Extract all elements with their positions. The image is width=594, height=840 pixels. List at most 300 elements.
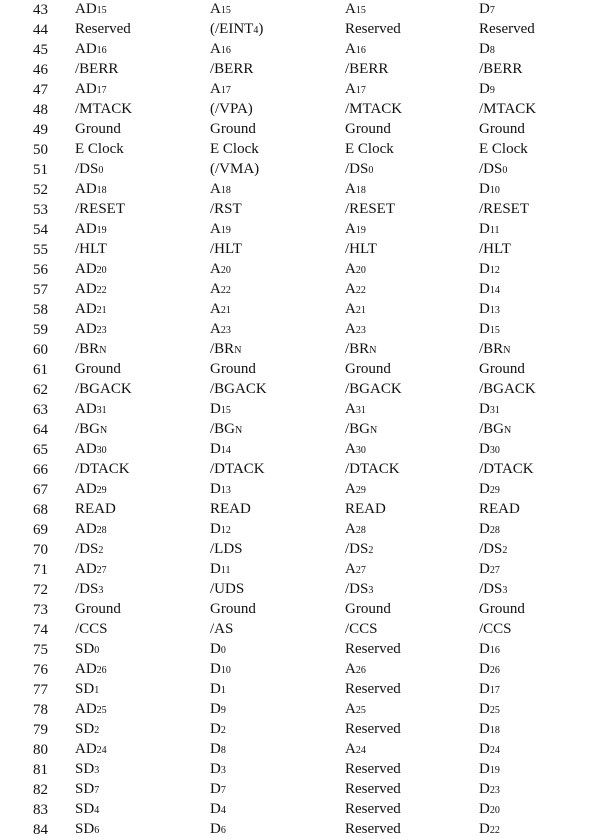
signal-cell (345, 220, 479, 240)
table-row (0, 800, 594, 820)
signal-subscript: 25 (96, 705, 107, 716)
table-row (0, 460, 594, 480)
signal-name: D (479, 401, 490, 417)
table-row (0, 700, 594, 720)
signal-name: SD (75, 801, 95, 817)
pin-number: 74 (33, 622, 48, 638)
signal-name: D (479, 221, 490, 237)
signal-cell (210, 380, 345, 400)
signal-name: /BR (479, 341, 504, 357)
signal-name: D (479, 301, 490, 317)
signal-cell (479, 200, 594, 220)
signal-name: /BG (210, 421, 236, 437)
signal-subscript: 28 (355, 525, 366, 536)
pin-number: 70 (33, 542, 48, 558)
signal-name: SD (75, 781, 95, 797)
signal-name: A (345, 181, 356, 197)
signal-cell (210, 660, 345, 680)
signal-cell (479, 460, 594, 480)
signal-name: D (210, 661, 221, 677)
signal-name: /BERR (479, 61, 523, 77)
signal-cell (210, 400, 345, 420)
signal-name: /DTACK (479, 461, 534, 477)
signal-name: /HLT (345, 241, 377, 257)
signal-cell (345, 280, 479, 300)
signal-cell (75, 620, 210, 640)
signal-name: A (345, 301, 356, 317)
signal-cell (345, 340, 479, 360)
signal-subscript: 27 (96, 565, 107, 576)
signal-name: A (345, 481, 356, 497)
signal-name: A (345, 321, 356, 337)
signal-name: /AS (210, 621, 234, 637)
signal-subscript: 4 (94, 805, 100, 816)
signal-cell (479, 400, 594, 420)
signal-cell (75, 320, 210, 340)
signal-name: AD (75, 741, 97, 757)
signal-subscript: N (100, 425, 108, 436)
signal-name: AD (75, 41, 97, 57)
signal-subscript: 22 (489, 825, 500, 836)
signal-subscript: 6 (94, 825, 100, 836)
signal-subscript: 3 (94, 765, 100, 776)
table-row (0, 140, 594, 160)
table-row (0, 660, 594, 680)
signal-name: /CCS (479, 621, 512, 637)
table-row (0, 280, 594, 300)
signal-cell (345, 640, 479, 660)
signal-subscript: 31 (96, 405, 107, 416)
signal-name: /BERR (345, 61, 389, 77)
table-row (0, 300, 594, 320)
signal-cell (75, 380, 210, 400)
signal-cell (479, 700, 594, 720)
signal-subscript: 17 (355, 85, 366, 96)
signal-cell (345, 100, 479, 120)
signal-subscript: 22 (220, 285, 231, 296)
table-row (0, 320, 594, 340)
signal-name: D (479, 741, 490, 757)
signal-name: D (479, 721, 490, 737)
signal-subscript: 16 (489, 645, 500, 656)
signal-subscript: 12 (489, 265, 500, 276)
signal-name: /CCS (75, 621, 108, 637)
table-row (0, 580, 594, 600)
signal-subscript: 18 (355, 185, 366, 196)
table-row (0, 220, 594, 240)
signal-cell (479, 480, 594, 500)
signal-cell (75, 640, 210, 660)
signal-subscript: N (504, 425, 512, 436)
signal-cell (210, 320, 345, 340)
signal-subscript: 0 (368, 165, 374, 176)
signal-subscript: 20 (220, 265, 231, 276)
signal-name: Reserved (345, 21, 401, 37)
signal-name: D (479, 781, 490, 797)
signal-name: E Clock (345, 141, 394, 157)
signal-cell (75, 160, 210, 180)
signal-cell (75, 440, 210, 460)
signal-subscript: 17 (220, 85, 231, 96)
signal-subscript: 10 (489, 185, 500, 196)
signal-name: /BR (345, 341, 370, 357)
table-row (0, 260, 594, 280)
signal-cell (479, 420, 594, 440)
signal-cell (210, 60, 345, 80)
signal-subscript: 2 (368, 545, 374, 556)
signal-name: D (210, 741, 221, 757)
signal-cell (210, 160, 345, 180)
signal-name: SD (75, 721, 95, 737)
signal-cell (479, 120, 594, 140)
signal-cell (345, 40, 479, 60)
signal-cell (210, 800, 345, 820)
signal-cell (210, 220, 345, 240)
signal-name: D (479, 181, 490, 197)
signal-name: A (345, 261, 356, 277)
signal-cell (210, 560, 345, 580)
signal-cell (479, 540, 594, 560)
signal-cell (479, 60, 594, 80)
signal-name: AD (75, 481, 97, 497)
signal-name: Ground (345, 361, 391, 377)
pin-number: 55 (33, 242, 48, 258)
pin-number: 58 (33, 302, 48, 318)
pin-number: 80 (33, 742, 48, 758)
signal-cell (479, 340, 594, 360)
signal-name: AD (75, 181, 97, 197)
signal-cell (345, 680, 479, 700)
pin-number: 69 (33, 522, 48, 538)
signal-subscript: 2 (220, 725, 226, 736)
table-row (0, 20, 594, 40)
signal-subscript: 19 (220, 225, 231, 236)
signal-name: /RST (210, 201, 242, 217)
pin-number: 53 (33, 202, 48, 218)
signal-name: /HLT (75, 241, 107, 257)
signal-subscript: 30 (489, 445, 500, 456)
table-row (0, 680, 594, 700)
signal-cell (479, 360, 594, 380)
signal-name: D (479, 701, 490, 717)
pin-number: 83 (33, 802, 48, 818)
signal-cell (479, 40, 594, 60)
table-row (0, 60, 594, 80)
signal-cell (479, 820, 594, 840)
signal-cell (210, 640, 345, 660)
table-row (0, 420, 594, 440)
signal-subscript: 26 (489, 665, 500, 676)
signal-name: D (210, 681, 221, 697)
signal-name: READ (345, 501, 386, 517)
pin-number: 79 (33, 722, 48, 738)
signal-name: AD (75, 441, 97, 457)
signal-name: D (210, 821, 221, 837)
pin-number: 52 (33, 182, 48, 198)
signal-name: Ground (479, 601, 525, 617)
signal-name: /MTACK (479, 101, 537, 117)
table-row (0, 240, 594, 260)
signal-cell (75, 400, 210, 420)
signal-subscript: 4 (253, 25, 259, 36)
signal-cell (210, 780, 345, 800)
pin-number: 61 (33, 362, 48, 378)
signal-cell (479, 80, 594, 100)
pin-number: 48 (33, 102, 48, 118)
signal-cell (75, 800, 210, 820)
signal-name: Reserved (345, 761, 401, 777)
signal-name: /DS (345, 581, 369, 597)
signal-cell (479, 660, 594, 680)
signal-cell (479, 580, 594, 600)
signal-cell (479, 520, 594, 540)
signal-subscript: 3 (98, 585, 104, 596)
signal-name: /BR (210, 341, 235, 357)
signal-subscript: 7 (94, 785, 100, 796)
signal-name: E Clock (479, 141, 528, 157)
signal-subscript: 29 (96, 485, 107, 496)
signal-subscript: 24 (96, 745, 107, 756)
signal-name: /BERR (75, 61, 119, 77)
signal-subscript: 8 (489, 45, 495, 56)
signal-name: A (345, 401, 356, 417)
table-row (0, 620, 594, 640)
signal-cell (75, 280, 210, 300)
pin-number: 62 (33, 382, 48, 398)
signal-cell (75, 720, 210, 740)
signal-cell (345, 560, 479, 580)
signal-cell (210, 680, 345, 700)
signal-cell (210, 740, 345, 760)
signal-name: D (479, 481, 490, 497)
pin-number: 45 (33, 42, 48, 58)
signal-name: /DS (345, 161, 369, 177)
signal-name: A (345, 701, 356, 717)
signal-subscript: N (370, 425, 378, 436)
signal-name: AD (75, 561, 97, 577)
signal-name: Reserved (345, 641, 401, 657)
signal-cell (345, 520, 479, 540)
signal-subscript: 14 (489, 285, 500, 296)
signal-name: D (210, 401, 221, 417)
signal-cell (210, 480, 345, 500)
signal-cell (479, 220, 594, 240)
table-row (0, 640, 594, 660)
table-row (0, 380, 594, 400)
signal-subscript: 16 (355, 45, 366, 56)
pin-number: 68 (33, 502, 48, 518)
signal-cell (345, 260, 479, 280)
signal-cell (479, 20, 594, 40)
signal-name: /DS (345, 541, 369, 557)
signal-name: Ground (210, 601, 256, 617)
pin-number: 57 (33, 282, 48, 298)
signal-cell (210, 820, 345, 840)
signal-subscript: 21 (355, 305, 366, 316)
signal-subscript: 13 (489, 305, 500, 316)
signal-subscript: 19 (96, 225, 107, 236)
signal-cell (479, 100, 594, 120)
signal-subscript: 23 (355, 325, 366, 336)
signal-cell (75, 80, 210, 100)
signal-cell (75, 540, 210, 560)
signal-name: D (210, 801, 221, 817)
signal-subscript: 20 (96, 265, 107, 276)
signal-name: /HLT (210, 241, 242, 257)
table-row (0, 540, 594, 560)
signal-name: /MTACK (345, 101, 403, 117)
signal-subscript: 1 (94, 685, 100, 696)
signal-name: Reserved (345, 721, 401, 737)
pin-number: 67 (33, 482, 48, 498)
signal-subscript: 0 (220, 645, 226, 656)
signal-cell (75, 760, 210, 780)
pin-number: 44 (33, 22, 48, 38)
signal-name: READ (75, 501, 116, 517)
signal-cell (210, 240, 345, 260)
signal-name: D (210, 761, 221, 777)
signal-cell (75, 40, 210, 60)
signal-name: /DTACK (210, 461, 265, 477)
signal-cell (479, 280, 594, 300)
signal-name: Reserved (345, 821, 401, 837)
signal-name: /DS (479, 541, 503, 557)
signal-name: E Clock (75, 141, 124, 157)
signal-cell (75, 140, 210, 160)
table-row (0, 780, 594, 800)
table-row (0, 160, 594, 180)
signal-name: SD (75, 821, 95, 837)
signal-cell (345, 500, 479, 520)
signal-cell (479, 640, 594, 660)
signal-subscript: 21 (96, 305, 107, 316)
signal-cell (479, 320, 594, 340)
signal-subscript: 2 (98, 545, 104, 556)
signal-name: /LDS (210, 541, 243, 557)
table-row (0, 500, 594, 520)
pin-number: 84 (33, 822, 48, 838)
signal-subscript: 11 (489, 225, 500, 236)
table-row (0, 720, 594, 740)
signal-name: D (210, 481, 221, 497)
signal-subscript: 15 (220, 405, 231, 416)
signal-cell (75, 20, 210, 40)
signal-cell (479, 680, 594, 700)
signal-name: D (210, 521, 221, 537)
signal-name: AD (75, 281, 97, 297)
signal-cell (345, 720, 479, 740)
signal-name: /RESET (479, 201, 530, 217)
signal-cell (479, 500, 594, 520)
signal-cell (75, 200, 210, 220)
signal-cell (75, 100, 210, 120)
signal-cell (479, 800, 594, 820)
signal-name: A (345, 521, 356, 537)
signal-cell (75, 820, 210, 840)
signal-name: /DS (479, 161, 503, 177)
signal-name: SD (75, 681, 95, 697)
signal-name: AD (75, 301, 97, 317)
signal-cell (479, 600, 594, 620)
signal-name: D (210, 781, 221, 797)
signal-cell (345, 540, 479, 560)
signal-name: D (479, 561, 490, 577)
signal-cell (210, 460, 345, 480)
table-row (0, 80, 594, 100)
signal-cell (345, 320, 479, 340)
signal-name: A (345, 561, 356, 577)
signal-subscript: 17 (489, 685, 500, 696)
signal-name: SD (75, 761, 95, 777)
pin-number: 43 (33, 2, 48, 18)
pin-number: 59 (33, 322, 48, 338)
signal-name: D (479, 801, 490, 817)
signal-cell (479, 740, 594, 760)
signal-cell (345, 160, 479, 180)
signal-cell (479, 140, 594, 160)
pin-number: 63 (33, 402, 48, 418)
table-row (0, 600, 594, 620)
signal-name: D (479, 761, 490, 777)
signal-cell (75, 500, 210, 520)
signal-subscript: N (503, 345, 511, 356)
pin-number: 76 (33, 662, 48, 678)
signal-subscript: N (234, 345, 242, 356)
table-row (0, 0, 594, 20)
pin-number: 54 (33, 222, 48, 238)
signal-name: D (210, 561, 221, 577)
signal-cell (345, 120, 479, 140)
signal-subscript: 24 (489, 745, 500, 756)
signal-subscript: 26 (355, 665, 366, 676)
signal-cell (75, 240, 210, 260)
signal-name: A (345, 441, 356, 457)
signal-cell (479, 180, 594, 200)
signal-cell (75, 700, 210, 720)
signal-name: D (479, 261, 490, 277)
signal-name: A (210, 181, 221, 197)
signal-name: Ground (75, 121, 121, 137)
signal-cell (479, 760, 594, 780)
signal-cell (210, 700, 345, 720)
signal-name: /BGACK (210, 381, 267, 397)
signal-cell (345, 400, 479, 420)
signal-cell (210, 300, 345, 320)
signal-name: SD (75, 641, 95, 657)
signal-name: AD (75, 521, 97, 537)
pin-number: 46 (33, 62, 48, 78)
signal-subscript: 28 (489, 525, 500, 536)
signal-name: D (210, 701, 221, 717)
signal-cell (75, 180, 210, 200)
signal-subscript: N (99, 345, 107, 356)
signal-cell (210, 100, 345, 120)
signal-cell (479, 720, 594, 740)
signal-cell (345, 660, 479, 680)
signal-cell (210, 540, 345, 560)
signal-subscript: 14 (220, 445, 231, 456)
signal-cell (210, 520, 345, 540)
signal-name: Ground (479, 121, 525, 137)
signal-name: Reserved (479, 21, 535, 37)
pin-number: 73 (33, 602, 48, 618)
table-row (0, 400, 594, 420)
signal-name: A (210, 41, 221, 57)
signal-cell (75, 520, 210, 540)
signal-cell (210, 580, 345, 600)
signal-cell (479, 440, 594, 460)
signal-name: AD (75, 401, 97, 417)
